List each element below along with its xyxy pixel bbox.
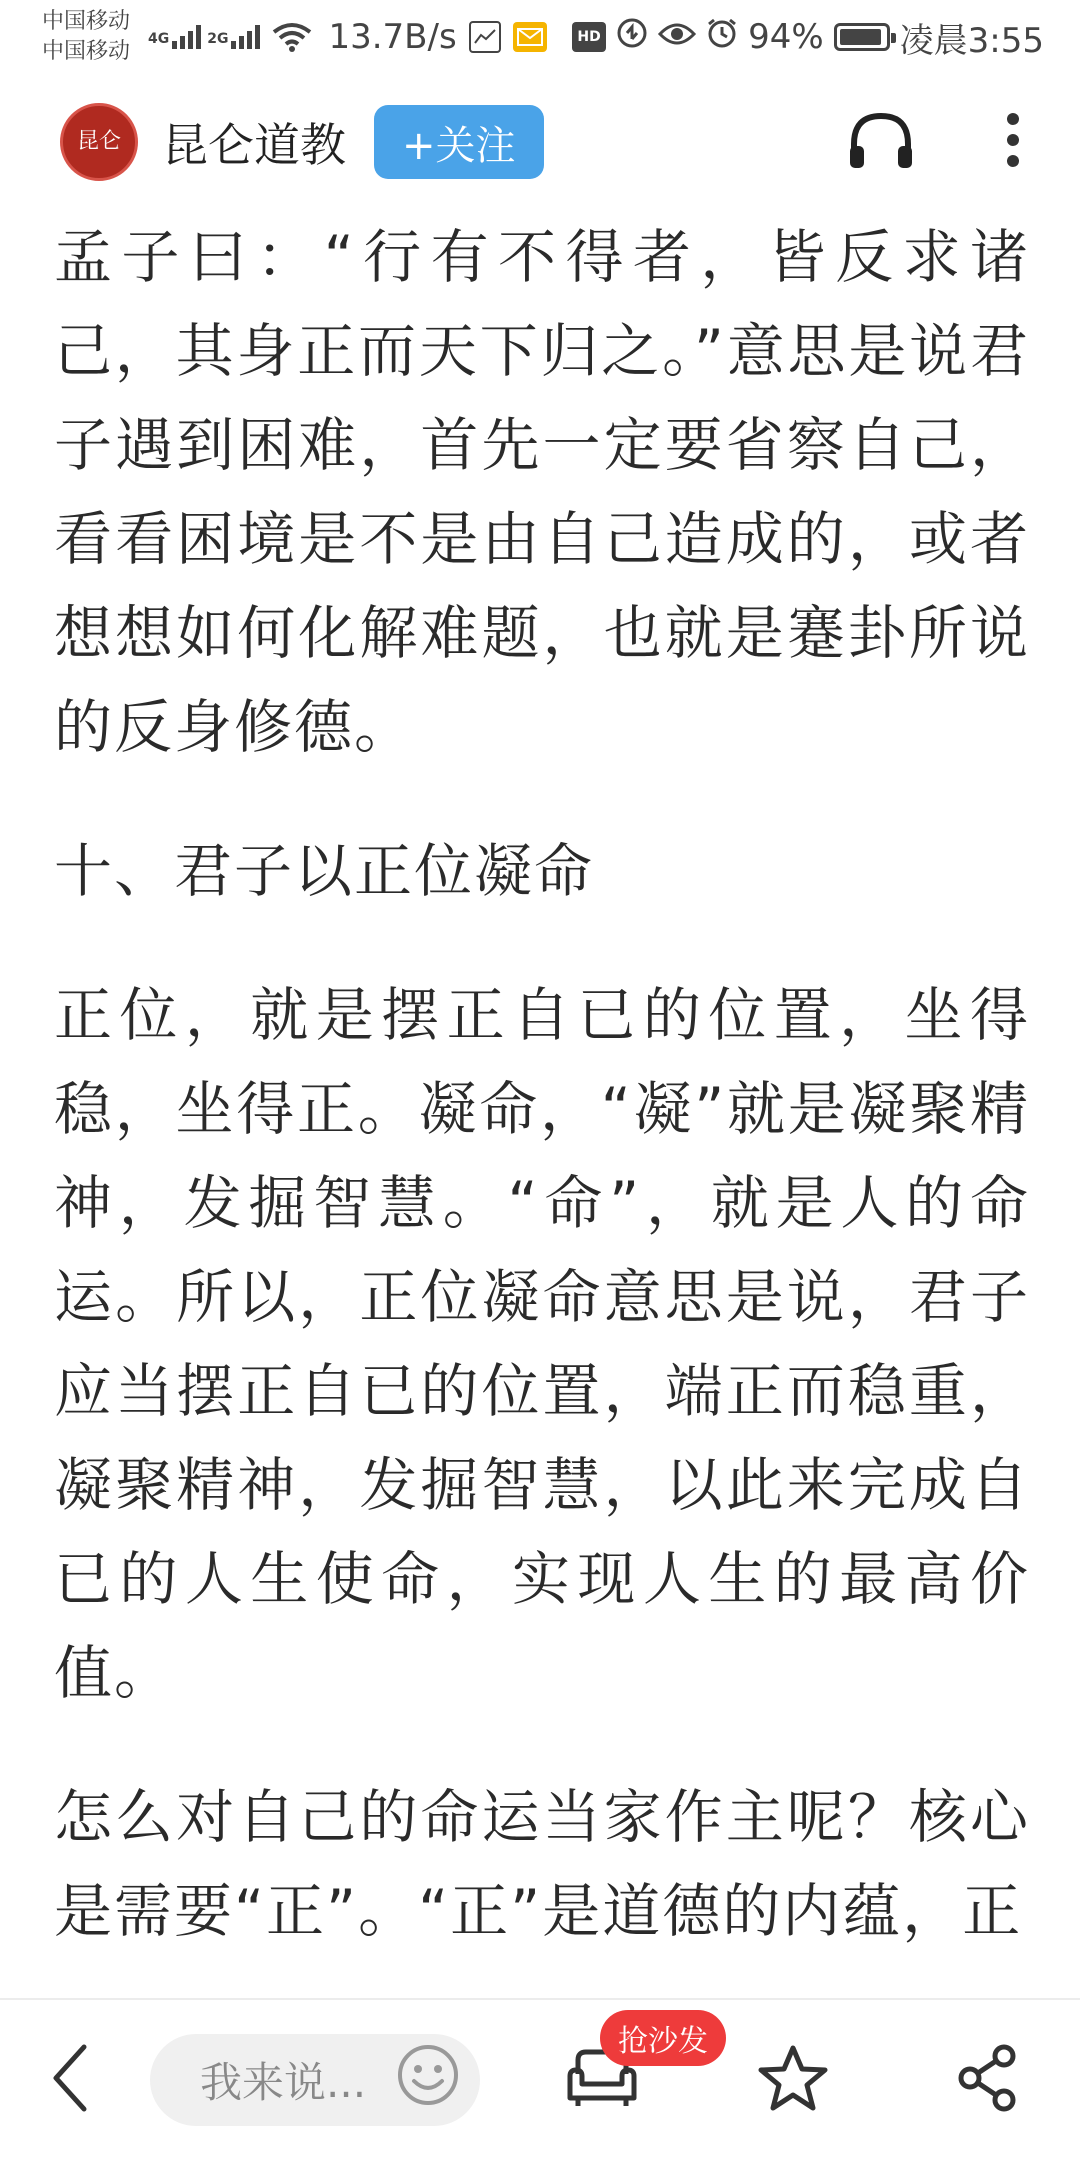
account-avatar[interactable]: 昆仑 xyxy=(60,103,138,181)
share-icon[interactable] xyxy=(956,2044,1020,2116)
carrier-1: 中国移动 xyxy=(42,9,131,34)
comment-placeholder: 我来说... xyxy=(200,2058,367,2107)
battery-percent: 94% xyxy=(748,17,824,57)
section-heading: 十、君子以正位凝命 xyxy=(54,837,595,905)
network-speed: 13.7B/s xyxy=(328,17,457,57)
article-header xyxy=(0,74,1080,210)
eye-icon xyxy=(658,17,696,57)
follow-button[interactable]: +关注 xyxy=(374,105,544,179)
signal-icon-2: 2G xyxy=(207,25,260,49)
sofa-badge: 抢沙发 xyxy=(600,2010,726,2066)
data-saver-icon xyxy=(616,17,648,58)
wifi-icon xyxy=(272,22,312,52)
battery-icon xyxy=(834,23,890,51)
comments-button[interactable] xyxy=(564,2024,708,2114)
more-icon[interactable] xyxy=(1006,112,1020,172)
carrier-info xyxy=(42,7,142,67)
article-body xyxy=(54,210,1030,1998)
article-paragraph: 怎么对自己的命运当家作主呢？核心是需要“正”。“正”是道德的内蕴，正 xyxy=(54,1783,1030,1945)
status-bar xyxy=(0,0,1080,74)
emoji-icon[interactable] xyxy=(396,2043,460,2117)
favorite-star-icon[interactable] xyxy=(758,2044,828,2116)
carrier-2: 中国移动 xyxy=(42,39,131,64)
news-app-icon xyxy=(469,21,501,53)
signal-icon-1: 4G xyxy=(148,25,201,49)
comment-input[interactable] xyxy=(150,2034,480,2126)
status-right xyxy=(560,13,1044,62)
alarm-icon xyxy=(706,17,738,58)
clock: 凌晨3:55 xyxy=(899,20,1044,61)
article-paragraph: 孟子曰：“行有不得者，皆反求诸己，其身正而天下归之。”意思是说君子遇到困难，首先一定要省察自己，看看困境是不是由自己造成的，或者想想如何化解难题，也就是蹇卦所说的反身修德。 xyxy=(54,223,1030,761)
account-name[interactable]: 昆仑道教 xyxy=(162,118,346,172)
headphones-icon[interactable] xyxy=(846,110,916,174)
mail-icon xyxy=(513,22,547,52)
header-actions xyxy=(846,110,1020,174)
hd-icon: HD xyxy=(572,22,606,52)
bottom-toolbar xyxy=(0,1998,1080,2160)
back-icon[interactable] xyxy=(50,2043,90,2117)
article-paragraph: 正位，就是摆正自已的位置，坐得稳，坐得正。凝命，“凝”就是凝聚精神，发掘智慧。“命”，就是人的命运。所以，正位凝命意思是说，君子应当摆正自已的位置，端正而稳重，凝聚精神，发掘智慧，以此来完成自已的人生使命，实现人生的最高价值。 xyxy=(54,981,1030,1707)
